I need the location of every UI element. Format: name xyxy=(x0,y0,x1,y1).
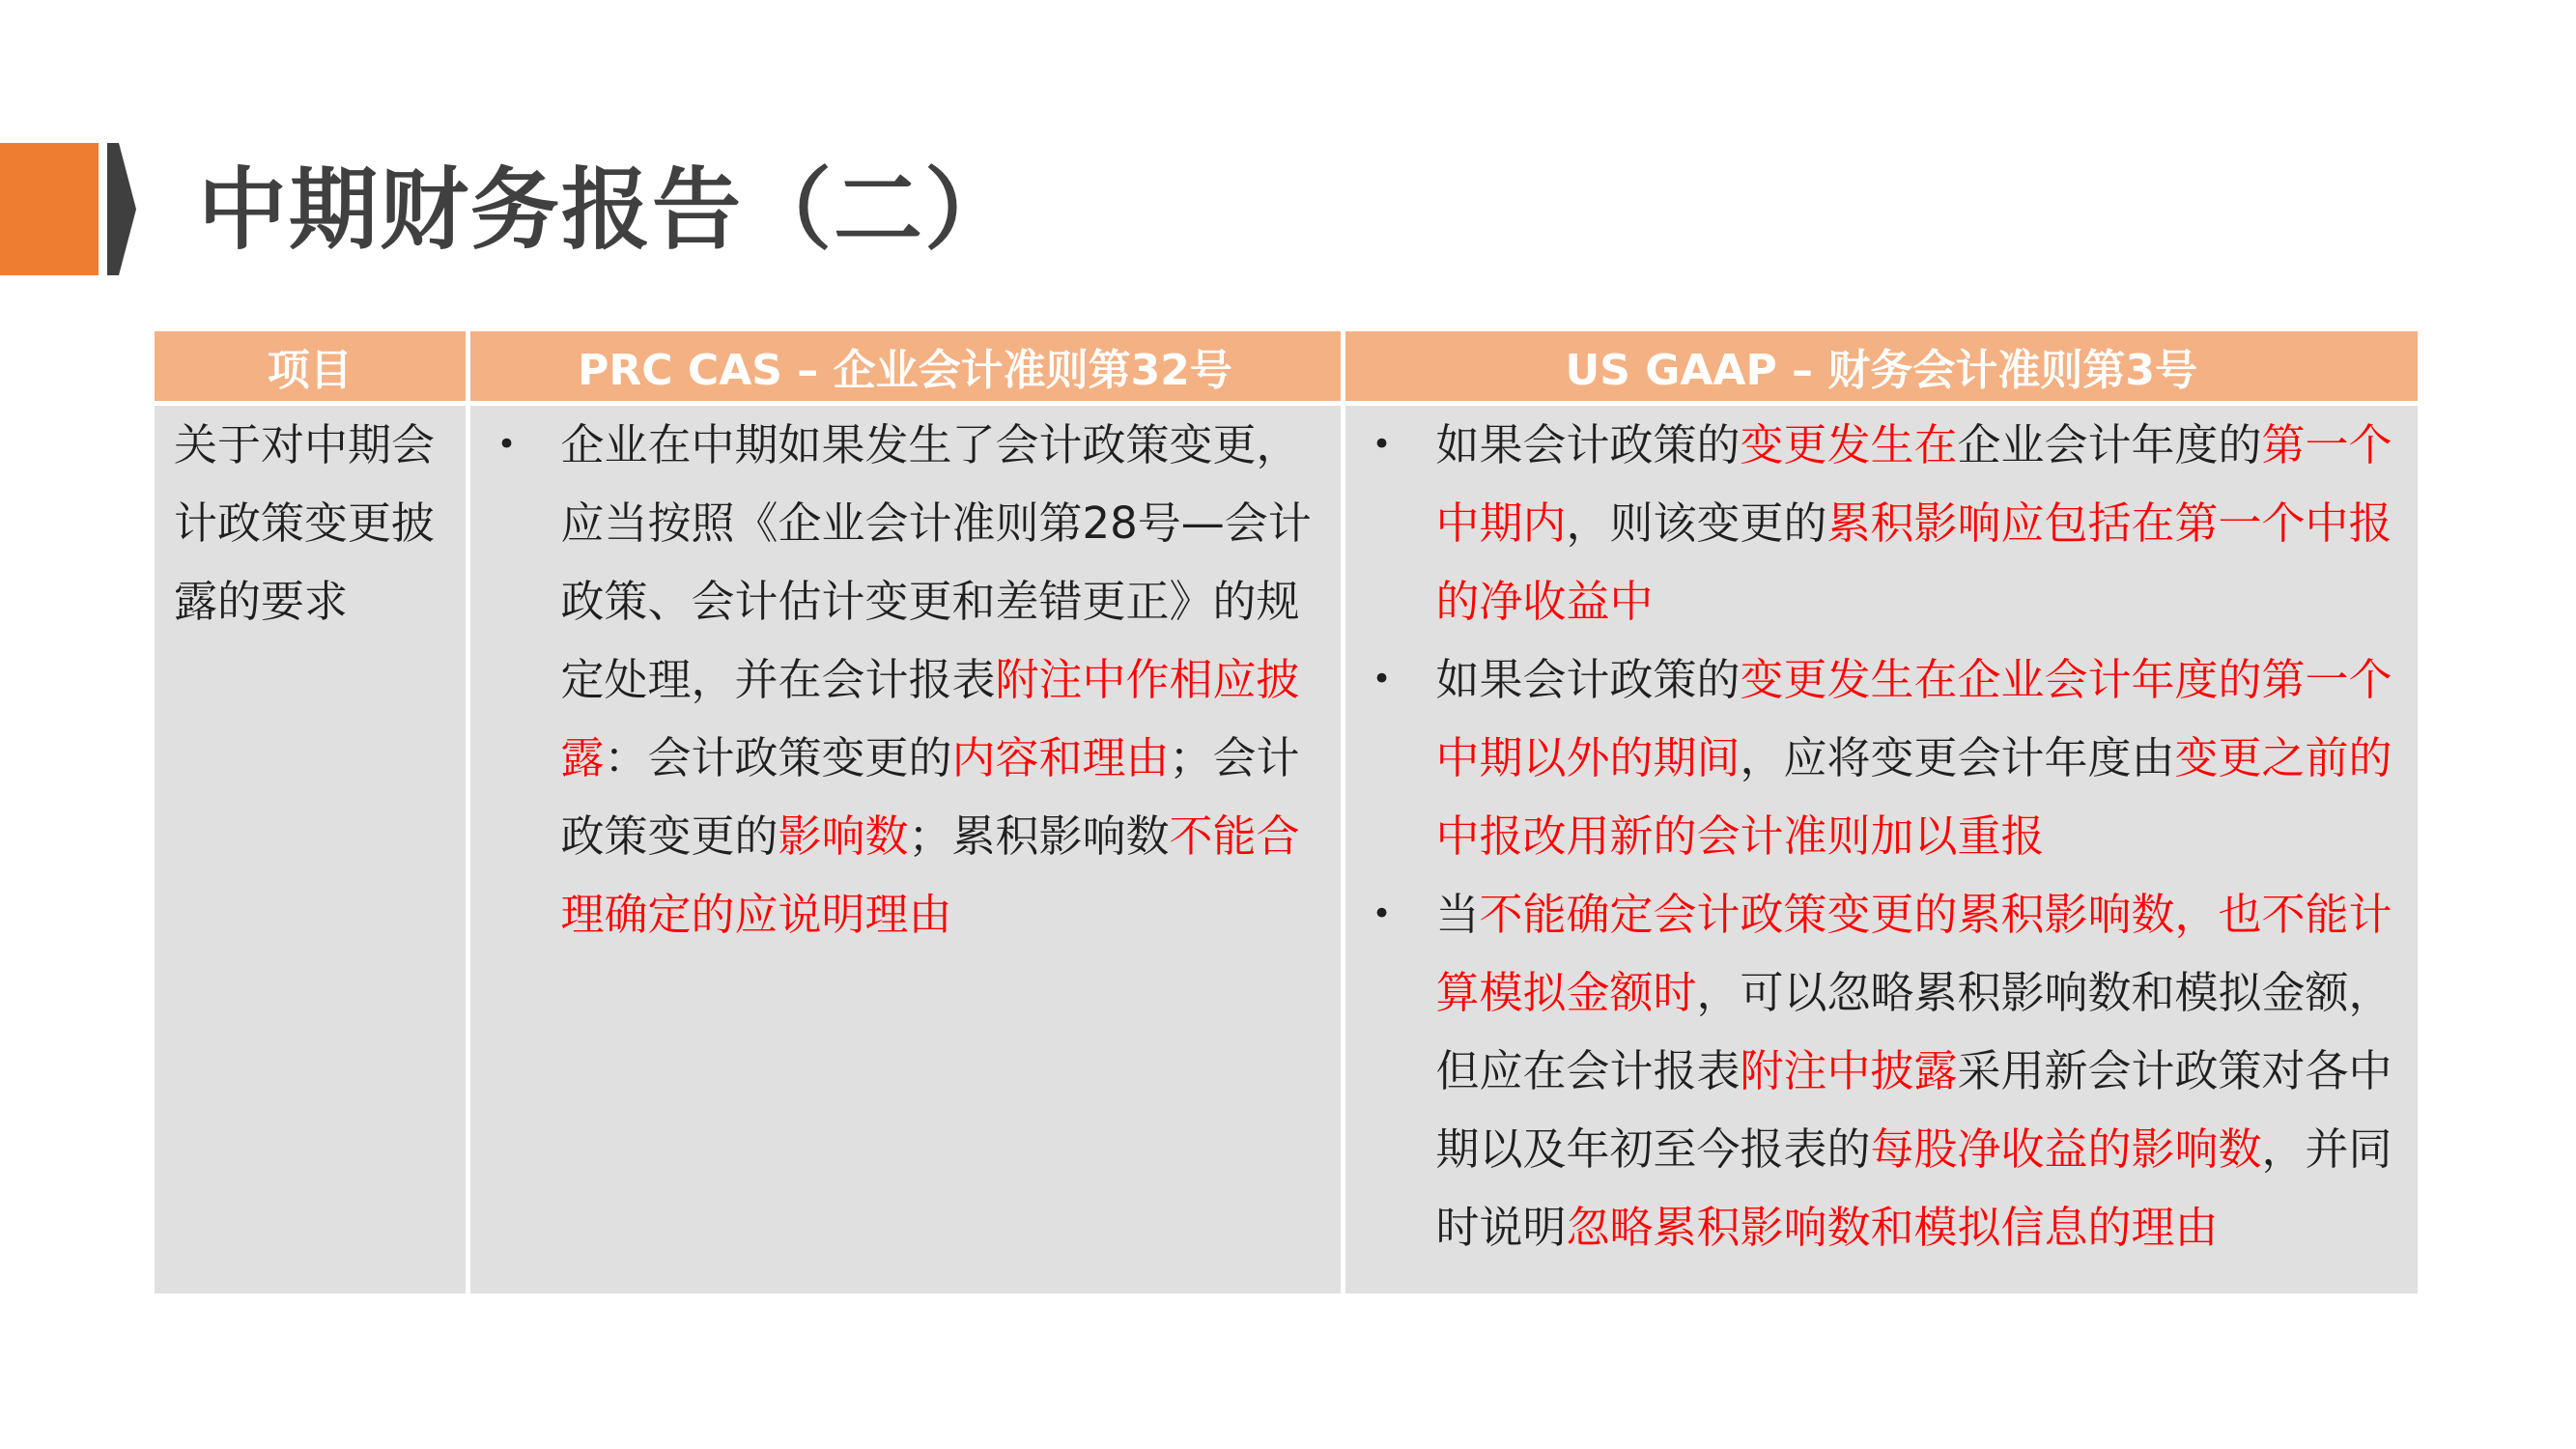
slide-title: 中期财务报告（二） xyxy=(198,158,1016,262)
body-text: 采用新会计政策对各中期以及年初至今报表的 xyxy=(1435,1045,2392,1175)
body-text: ，应将变更会计年度由 xyxy=(1740,732,2175,783)
body-text: ，可以忽略累积影响数和模拟金额，但应在会计报表 xyxy=(1435,967,2392,1096)
highlight-text: 附注中披露 xyxy=(1740,1045,1958,1096)
accent-bar xyxy=(0,143,99,275)
table-row xyxy=(155,404,2418,1294)
prc-cas-list xyxy=(492,406,1317,953)
body-text: ，则该变更的 xyxy=(1566,497,1827,549)
highlight-text: 影响数 xyxy=(778,810,909,862)
highlight-text: 累积影响应包括在第一个中报的净收益中 xyxy=(1435,497,2392,627)
highlight-text: 内容和理由 xyxy=(951,732,1170,783)
body-text: ，并同时说明 xyxy=(1435,1123,2392,1253)
highlight-text: 不能合理确定的应说明理由 xyxy=(560,810,1300,940)
highlight-text: 忽略累积影响数和模拟信息的理由 xyxy=(1566,1202,2219,1253)
comparison-table xyxy=(155,331,2418,1293)
body-text: 如果会计政策的 xyxy=(1435,654,1741,705)
highlight-text: 不能确定会计政策变更的累积影响数，也不能计算模拟金额时 xyxy=(1435,889,2392,1018)
header-item: 项目 xyxy=(155,331,467,404)
highlight-text: 第一个中期内 xyxy=(1435,419,2392,549)
bullet-item xyxy=(1367,640,2395,875)
highlight-text: 变更发生在企业会计年度的第一个中期以外的期间 xyxy=(1435,654,2392,783)
body-text: 企业会计年度的 xyxy=(1957,419,2262,470)
bullet-item xyxy=(1367,406,2395,640)
header-us-gaap: US GAAP – 财务会计准则第3号 xyxy=(1343,331,2418,404)
highlight-text: 变更发生在 xyxy=(1740,419,1958,470)
highlight-text: 每股净收益的影响数 xyxy=(1870,1123,2262,1175)
us-gaap-cell xyxy=(1343,404,2418,1294)
body-text: ：会计政策变更的 xyxy=(604,732,952,783)
bullet-item xyxy=(1367,875,2395,1266)
body-text: ；累积影响数 xyxy=(908,810,1170,862)
body-text: ；会计政策变更的 xyxy=(560,732,1300,862)
highlight-text: 附注中作相应披露 xyxy=(560,654,1300,783)
bullet-item xyxy=(492,406,1317,953)
highlight-text: 变更之前的中报改用新的会计准则加以重报 xyxy=(1435,732,2392,862)
header-prc-cas: PRC CAS – 企业会计准则第32号 xyxy=(467,331,1343,404)
chevron-icon xyxy=(107,143,136,275)
item-cell: 关于对中期会计政策变更披露的要求 xyxy=(155,404,467,1294)
table-header-row xyxy=(155,331,2418,404)
body-text: 当 xyxy=(1435,889,1480,940)
prc-cas-cell xyxy=(467,404,1343,1294)
body-text: 如果会计政策的 xyxy=(1435,419,1741,470)
us-gaap-list xyxy=(1367,406,2395,1266)
body-text: 企业在中期如果发生了会计政策变更，应当按照《企业会计准则第28号—会计政策、会计估计变更和差错更正》的规定处理，并在会计报表 xyxy=(560,419,1312,705)
